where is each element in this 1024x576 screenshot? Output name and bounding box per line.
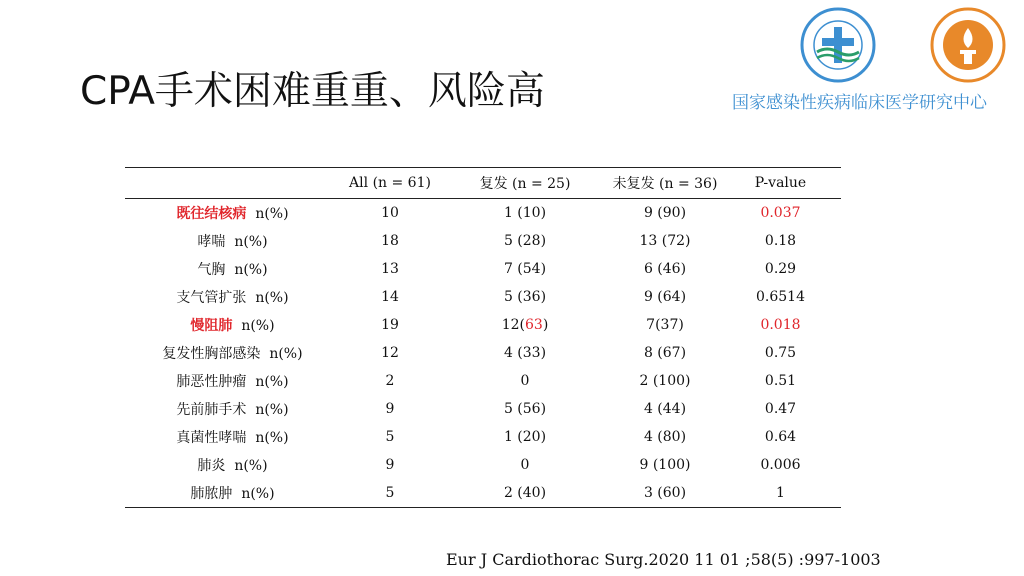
table-row <box>125 479 841 508</box>
cell-p-value: 0.018 <box>760 317 801 333</box>
cell-recurrence: 1 (10) <box>503 205 547 221</box>
unit-text: n(%) <box>255 290 289 306</box>
cell-no-recurrence: 9 (90) <box>643 205 687 221</box>
slide-title: CPA手术困难重重、风险高 <box>80 69 545 114</box>
header-row <box>125 168 841 199</box>
cell-no-recurrence: 4 (80) <box>643 429 687 445</box>
cell-recurrence: 5 (36) <box>503 289 547 305</box>
cell-recurrence: 5 (28) <box>503 233 547 249</box>
cell-p-value: 0.47 <box>764 401 797 417</box>
table-row <box>125 451 841 479</box>
row-label <box>125 339 340 367</box>
table-row <box>125 423 841 451</box>
label-text: 复发性胸部感染 <box>162 346 261 362</box>
table-row <box>125 395 841 423</box>
row-label <box>125 395 340 423</box>
cell-no-recurrence: 2 (100) <box>639 373 691 389</box>
cell-no-recurrence: 3 (60) <box>610 479 720 508</box>
label-text: 支气管扩张 <box>176 290 247 306</box>
cell-recurrence: 2 (40) <box>440 479 610 508</box>
comparison-table <box>125 167 841 508</box>
cell-all: 9 <box>385 401 395 417</box>
org-name: 国家感染性疾病临床医学研究中心 <box>732 93 987 113</box>
cell-p-value: 0.006 <box>760 457 801 473</box>
cell-no-recurrence: 7(37) <box>646 317 684 333</box>
unit-text: n(%) <box>234 262 268 278</box>
cell-no-recurrence: 13 (72) <box>639 233 691 249</box>
rec-close: ) <box>542 317 549 333</box>
unit-text: n(%) <box>241 318 275 334</box>
label-text: 既往结核病 <box>176 206 247 222</box>
label-text: 肺炎 <box>197 458 226 474</box>
header-label <box>125 168 340 199</box>
cell-all: 19 <box>381 317 399 333</box>
row-label <box>125 199 340 228</box>
table-row <box>125 199 841 228</box>
unit-text: n(%) <box>234 234 268 250</box>
row-label <box>125 423 340 451</box>
rec-open: 12( <box>501 317 525 333</box>
cell-all: 14 <box>381 289 399 305</box>
label-text: 慢阻肺 <box>190 318 233 334</box>
institution-logos <box>800 4 1010 86</box>
row-label <box>125 311 340 339</box>
cell-all: 2 <box>385 373 395 389</box>
cell-all: 5 <box>340 479 440 508</box>
cell-recurrence: 4 (33) <box>503 345 547 361</box>
cell-p-value: 1 <box>720 479 841 508</box>
table-row <box>125 339 841 367</box>
cell-all: 9 <box>385 457 395 473</box>
cell-recurrence: 1 (20) <box>503 429 547 445</box>
unit-text: n(%) <box>241 486 275 502</box>
hospital-logo <box>802 9 874 81</box>
cell-p-value: 0.75 <box>764 345 797 361</box>
header-all: All (n = 61) <box>340 168 440 199</box>
cell-p-value: 0.51 <box>764 373 797 389</box>
table-row <box>125 283 841 311</box>
cell-all: 13 <box>381 261 399 277</box>
unit-text: n(%) <box>255 430 289 446</box>
row-label <box>125 479 340 508</box>
unit-text: n(%) <box>269 346 303 362</box>
cell-p-value: 0.6514 <box>756 289 805 305</box>
cell-recurrence: 0 <box>520 457 530 473</box>
cell-p-value: 0.18 <box>764 233 797 249</box>
table-row <box>125 367 841 395</box>
table-row <box>125 255 841 283</box>
cell-recurrence <box>440 311 610 339</box>
cell-no-recurrence: 6 (46) <box>643 261 687 277</box>
rec-highlight: 63 <box>524 317 543 333</box>
cell-all: 5 <box>385 429 395 445</box>
row-label <box>125 367 340 395</box>
unit-text: n(%) <box>234 458 268 474</box>
row-label <box>125 227 340 255</box>
header-recurrence: 复发 (n = 25) <box>440 168 610 199</box>
cell-all: 18 <box>381 233 399 249</box>
label-text: 真菌性哮喘 <box>176 430 247 446</box>
row-label <box>125 283 340 311</box>
label-text: 肺脓肿 <box>190 486 233 502</box>
cell-recurrence: 7 (54) <box>503 261 547 277</box>
header-p-value: P-value <box>720 168 841 199</box>
reference-citation: Eur J Cardiothorac Surg.2020 11 01 ;58(5) :997-1003 <box>446 550 881 569</box>
unit-text: n(%) <box>255 374 289 390</box>
unit-text: n(%) <box>255 206 289 222</box>
label-text: 先前肺手术 <box>176 402 247 418</box>
table-row <box>125 227 841 255</box>
cell-no-recurrence: 9 (64) <box>643 289 687 305</box>
row-label <box>125 255 340 283</box>
cell-recurrence: 0 <box>520 373 530 389</box>
cell-p-value: 0.64 <box>764 429 797 445</box>
unit-text: n(%) <box>255 402 289 418</box>
cell-p-value: 0.29 <box>764 261 797 277</box>
cell-all: 10 <box>381 205 399 221</box>
cell-no-recurrence: 8 (67) <box>643 345 687 361</box>
cell-no-recurrence: 9 (100) <box>639 457 691 473</box>
university-logo <box>932 9 1004 81</box>
label-text: 气胸 <box>197 262 226 278</box>
row-label <box>125 451 340 479</box>
cell-no-recurrence: 4 (44) <box>643 401 687 417</box>
label-text: 哮喘 <box>197 234 226 250</box>
cell-p-value: 0.037 <box>760 205 801 221</box>
header-no-recurrence: 未复发 (n = 36) <box>610 168 720 199</box>
cell-all: 12 <box>381 345 399 361</box>
cell-recurrence: 5 (56) <box>503 401 547 417</box>
table-row <box>125 311 841 339</box>
label-text: 肺恶性肿瘤 <box>176 374 247 390</box>
